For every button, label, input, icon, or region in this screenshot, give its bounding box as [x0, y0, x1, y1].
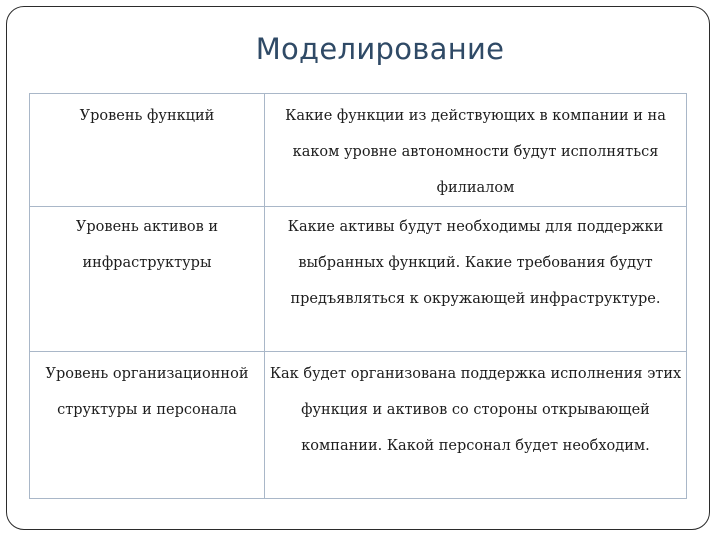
slide-title: Моделирование — [255, 32, 505, 66]
modeling-table — [29, 93, 687, 499]
table-row — [30, 207, 687, 352]
question-cell — [265, 94, 687, 207]
level-label: Уровень организационной структуры и персонала — [45, 366, 249, 418]
question-text: Как будет организована поддержка исполнения этих функция и активов со стороны открывающей компании. Какой персонал будет необходим. — [269, 366, 682, 454]
question-text: Какие активы будут необходимы для поддержки выбранных функций. Какие требования будут предъявляться к окружающей инфраструктуре. — [287, 219, 664, 307]
level-cell — [30, 352, 265, 499]
level-label: Уровень активов и инфраструктуры — [75, 219, 219, 271]
table-row — [30, 352, 687, 499]
table-row — [30, 94, 687, 207]
question-text: Какие функции из действующих в компании и на каком уровне автономности будут исполняться филиалом — [285, 108, 666, 196]
level-cell — [30, 94, 265, 207]
question-cell — [265, 352, 687, 499]
question-cell — [265, 207, 687, 352]
level-cell — [30, 207, 265, 352]
level-label: Уровень функций — [79, 108, 215, 124]
